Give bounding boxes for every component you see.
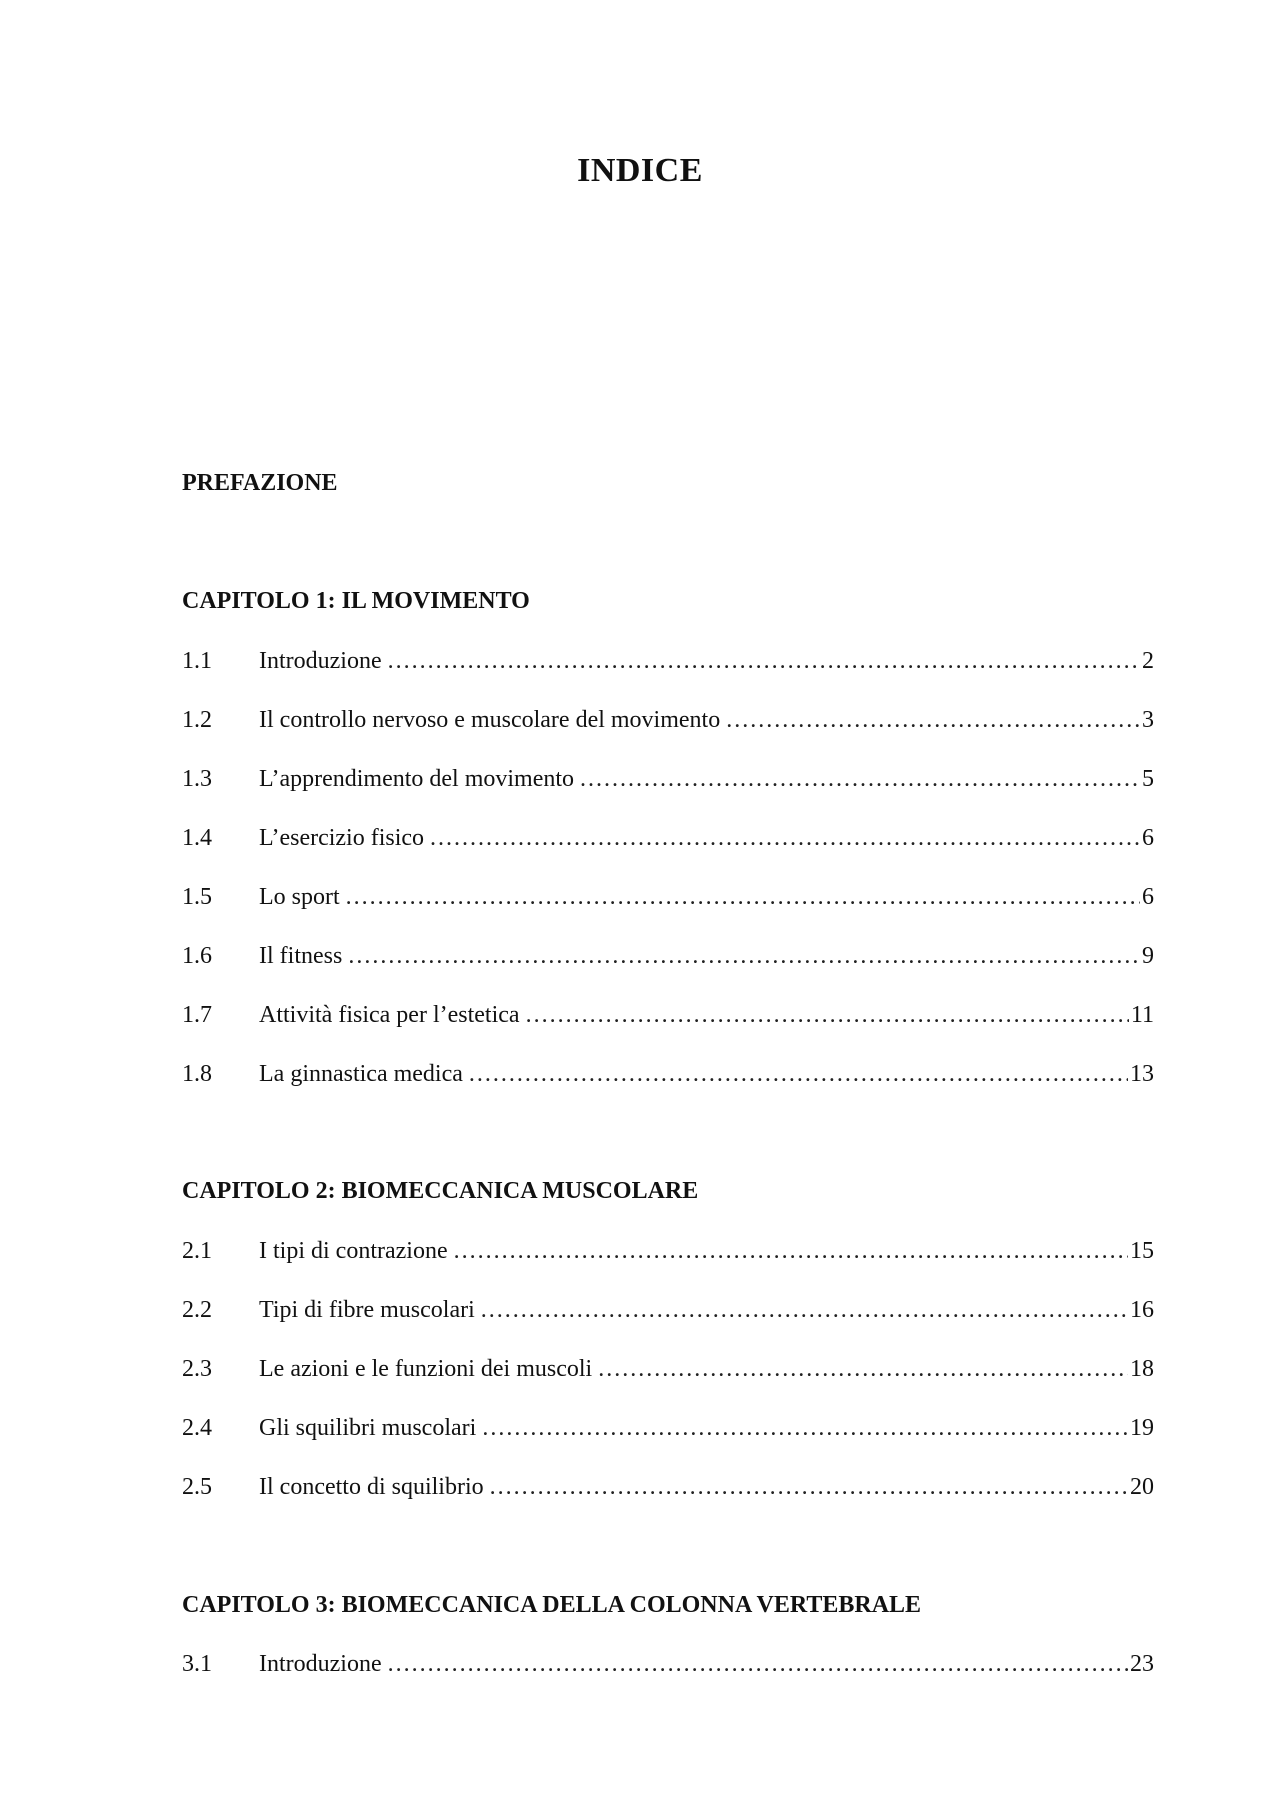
toc-entry-title: Attività fisica per l’estetica <box>259 1002 520 1028</box>
toc-entry-page: 3 <box>1142 707 1154 733</box>
toc-entry-title: La ginnastica medica <box>259 1061 463 1087</box>
dot-leader <box>481 1297 1128 1324</box>
toc-entry-page: 13 <box>1130 1061 1154 1087</box>
toc-entry-title: Lo sport <box>259 884 340 910</box>
toc-entry-page: 6 <box>1142 884 1154 910</box>
dot-leader <box>580 766 1140 793</box>
dot-leader <box>598 1356 1128 1383</box>
toc-entry-number: 1.1 <box>182 648 212 674</box>
toc-entry-number: 2.4 <box>182 1415 212 1441</box>
toc-entry-number: 1.6 <box>182 943 212 969</box>
dot-leader <box>430 825 1140 852</box>
toc-entry-2-2[interactable] <box>182 1297 1154 1327</box>
toc-entry-number: 1.2 <box>182 707 212 733</box>
toc-entry-title: L’apprendimento del movimento <box>259 766 575 792</box>
dot-leader <box>482 1415 1128 1442</box>
toc-entry-number: 1.5 <box>182 884 212 910</box>
toc-entry-page: 18 <box>1130 1356 1154 1382</box>
toc-entry-number: 1.8 <box>182 1061 212 1087</box>
toc-entry-number: 1.3 <box>182 766 212 792</box>
toc-entry-2-1[interactable] <box>182 1238 1154 1268</box>
preface-heading: PREFAZIONE <box>182 470 338 496</box>
toc-entry-title: I tipi di contrazione <box>259 1238 448 1264</box>
chapter-2-heading: CAPITOLO 2: BIOMECCANICA MUSCOLARE <box>182 1178 699 1204</box>
dot-leader <box>346 884 1140 911</box>
dot-leader <box>469 1061 1128 1088</box>
toc-entry-1-7[interactable] <box>182 1002 1154 1032</box>
toc-entry-number: 2.5 <box>182 1474 212 1500</box>
toc-entry-title: Il fitness <box>259 943 343 969</box>
dot-leader <box>388 1651 1128 1678</box>
toc-entry-1-4[interactable] <box>182 825 1154 855</box>
toc-entry-title: Le azioni e le funzioni dei muscoli <box>259 1356 593 1382</box>
toc-entry-2-4[interactable] <box>182 1415 1154 1445</box>
dot-leader <box>726 707 1140 734</box>
toc-entry-2-3[interactable] <box>182 1356 1154 1386</box>
dot-leader <box>454 1238 1128 1265</box>
toc-entry-title: Introduzione <box>259 648 382 674</box>
toc-entry-number: 1.4 <box>182 825 212 851</box>
dot-leader <box>348 943 1140 970</box>
toc-entry-page: 2 <box>1142 648 1154 674</box>
chapter-3-heading: CAPITOLO 3: BIOMECCANICA DELLA COLONNA VERTEBRALE <box>182 1592 922 1618</box>
dot-leader <box>526 1002 1129 1029</box>
toc-entry-number: 2.1 <box>182 1238 212 1264</box>
toc-entry-number: 3.1 <box>182 1651 212 1677</box>
toc-entry-1-3[interactable] <box>182 766 1154 796</box>
toc-entry-1-5[interactable] <box>182 884 1154 914</box>
toc-entry-page: 15 <box>1130 1238 1154 1264</box>
toc-entry-number: 2.2 <box>182 1297 212 1323</box>
toc-entry-title: Gli squilibri muscolari <box>259 1415 477 1441</box>
toc-entry-page: 19 <box>1130 1415 1154 1441</box>
toc-entry-page: 9 <box>1142 943 1154 969</box>
dot-leader <box>490 1474 1128 1501</box>
toc-entry-1-8[interactable] <box>182 1061 1154 1091</box>
toc-entry-1-6[interactable] <box>182 943 1154 973</box>
toc-entry-1-1[interactable] <box>182 648 1154 678</box>
toc-entry-1-2[interactable] <box>182 707 1154 737</box>
chapter-1-heading: CAPITOLO 1: IL MOVIMENTO <box>182 588 530 614</box>
toc-entry-number: 1.7 <box>182 1002 212 1028</box>
toc-entry-number: 2.3 <box>182 1356 212 1382</box>
toc-entry-title: Tipi di fibre muscolari <box>259 1297 475 1323</box>
toc-entry-title: Il concetto di squilibrio <box>259 1474 484 1500</box>
toc-entry-page: 11 <box>1130 1002 1154 1028</box>
toc-entry-title: Introduzione <box>259 1651 382 1677</box>
toc-entry-page: 6 <box>1142 825 1154 851</box>
toc-entry-page: 5 <box>1142 766 1154 792</box>
toc-entry-3-1[interactable] <box>182 1651 1154 1681</box>
toc-entry-page: 20 <box>1130 1474 1154 1500</box>
toc-entry-title: Il controllo nervoso e muscolare del movimento <box>259 707 721 733</box>
dot-leader <box>388 648 1140 675</box>
page-title: INDICE <box>577 152 703 189</box>
toc-entry-page: 16 <box>1130 1297 1154 1323</box>
toc-entry-page: 23 <box>1130 1651 1154 1677</box>
toc-entry-2-5[interactable] <box>182 1474 1154 1504</box>
toc-entry-title: L’esercizio fisico <box>259 825 425 851</box>
